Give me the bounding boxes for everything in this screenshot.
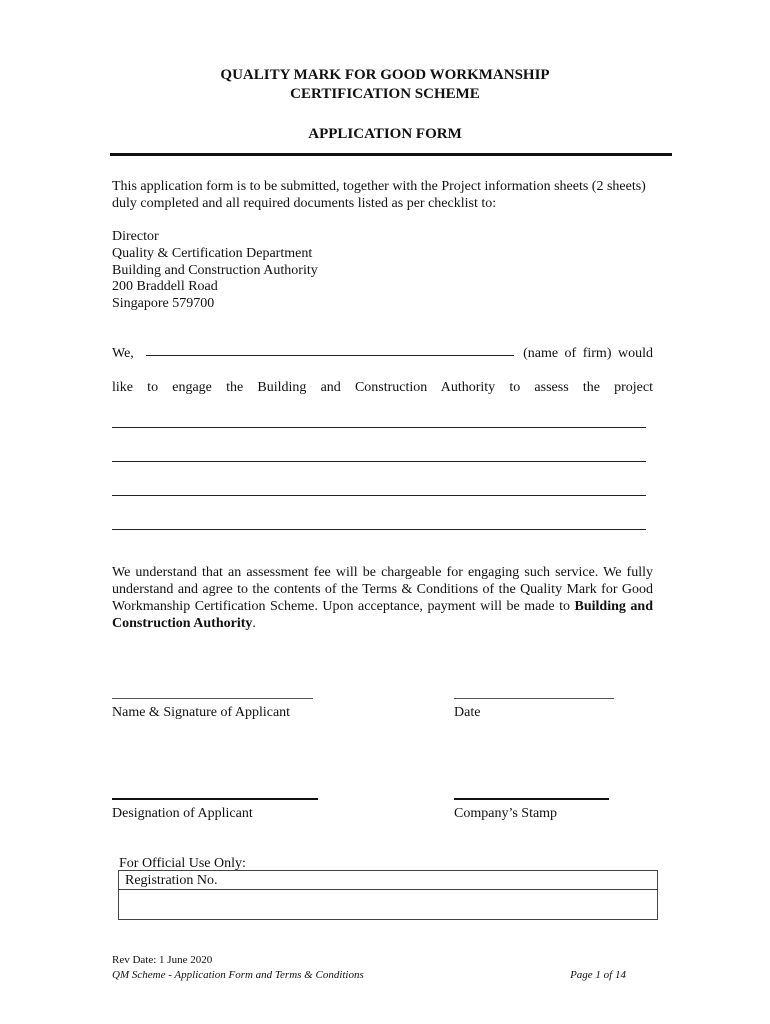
official-use-box — [118, 870, 658, 920]
rev-date: Rev Date: 1 June 2020 — [112, 954, 213, 966]
title-line-1: QUALITY MARK FOR GOOD WORKMANSHIP — [220, 67, 550, 83]
company-stamp-field[interactable] — [454, 788, 609, 800]
official-use-label: For Official Use Only: — [119, 856, 246, 871]
registration-label: Registration No. — [125, 873, 218, 888]
address-line-2: Quality & Certification Department — [112, 246, 313, 261]
designation-field[interactable] — [112, 788, 318, 800]
intro-line-2: duly completed and all required documents listed as per checklist to: — [112, 196, 497, 211]
designation-label: Designation of Applicant — [112, 806, 253, 821]
address-line-3: Building and Construction Authority — [112, 263, 318, 278]
intro-line-1: This application form is to be submitted, together with the Project information sheets (2 sheets) — [112, 179, 646, 194]
fee-statement — [112, 564, 653, 632]
date-field[interactable] — [454, 688, 614, 699]
project-field-line-4[interactable] — [112, 517, 646, 530]
engagement-line-2: like to engage the Building and Construction Authority to assess the project — [112, 380, 653, 395]
company-stamp-label: Company’s Stamp — [454, 806, 558, 821]
address-line-1: Director — [112, 229, 159, 244]
page-number: Page 1 of 14 — [570, 969, 626, 981]
title-line-2: CERTIFICATION SCHEME — [290, 86, 480, 102]
name-signature-field[interactable] — [112, 688, 313, 699]
document-name: QM Scheme - Application Form and Terms & Conditions — [112, 969, 364, 981]
project-field-line-2[interactable] — [112, 449, 646, 462]
fee-statement-text: We understand that an assessment fee will be chargeable for engaging such service. We fully understand and agree to the contents of the Terms & Conditions of the Quality Mark for Good Workmanship Certification Scheme. Upon acceptance, payment will be made to — [112, 565, 653, 614]
address-line-4: 200 Braddell Road — [112, 279, 218, 294]
fee-statement-bold: Building and Construction Authority — [112, 599, 654, 631]
registration-divider — [119, 889, 657, 890]
firm-name-field[interactable] — [146, 343, 514, 356]
header-rule — [110, 153, 672, 156]
date-label: Date — [454, 705, 481, 720]
firm-hint: (name of firm) would — [523, 346, 653, 361]
address-line-5: Singapore 579700 — [112, 296, 215, 311]
name-signature-label: Name & Signature of Applicant — [112, 705, 291, 720]
fee-statement-end: . — [252, 616, 256, 631]
project-field-line-3[interactable] — [112, 483, 646, 496]
project-field-line-1[interactable] — [112, 415, 646, 428]
we-label: We, — [112, 346, 134, 361]
form-title: APPLICATION FORM — [308, 126, 462, 142]
